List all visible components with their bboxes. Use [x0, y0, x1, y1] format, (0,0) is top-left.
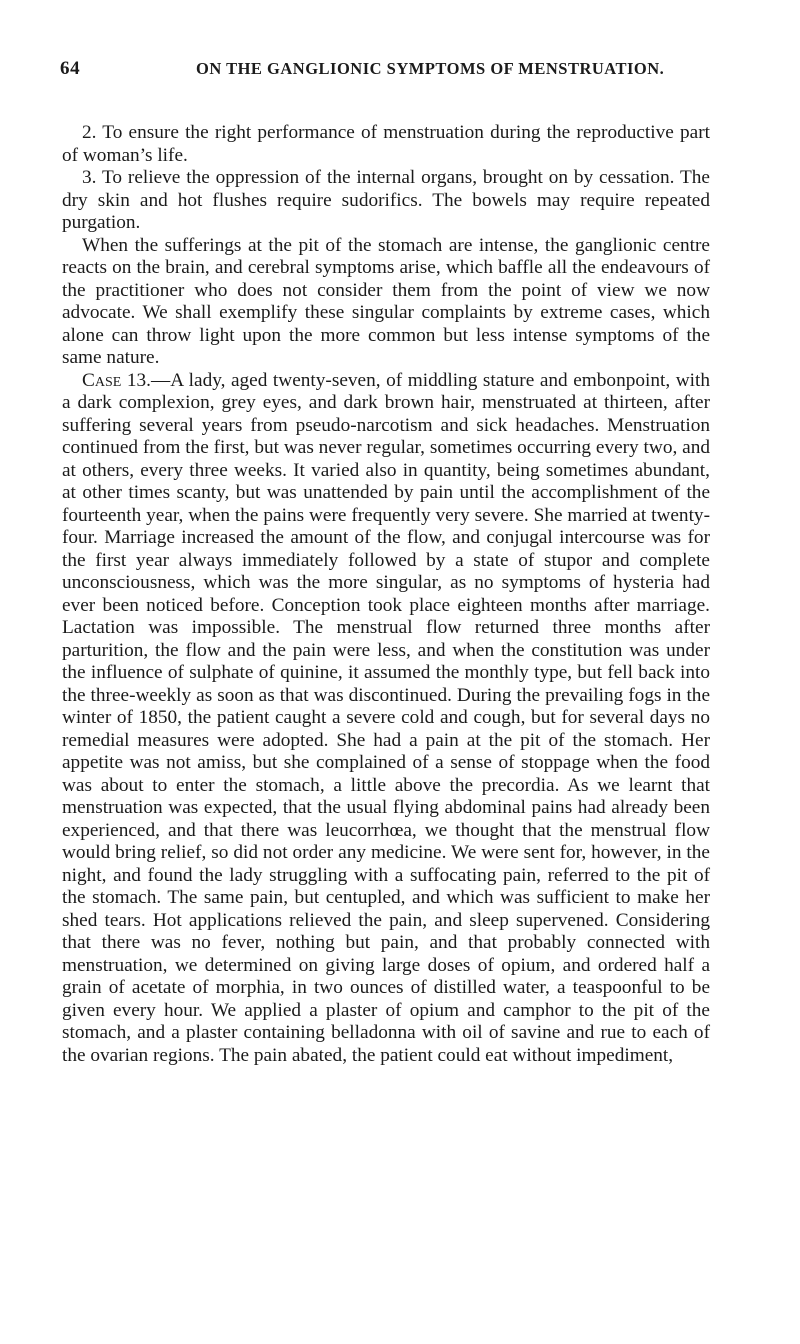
paragraph: 2. To ensure the right performance of menstruation during the reproductive part of woman’s life. — [62, 122, 710, 166]
paragraph: 3. To relieve the oppression of the internal organs, brought on by cessation. The dry skin and hot flushes require sudorifics. The bowels may require repeated purgation. — [62, 167, 710, 233]
case-text: —A lady, aged twenty-seven, of middling stature and embonpoint, with a dark complexion, grey eyes, and dark brown hair, menstruated at thirteen, after suffering several years from pseudo-narcotism and sick headaches. Menstruation continued from the first, but was never regular, sometimes occurring every two, and at others, every three weeks. It varied also in quantity, being sometimes abundant, at other times scanty, but was unattended by pain until the accomplishment of the fourteenth year, when the pains were frequently very severe. She married at twenty-four. Marriage increased the amount of the flow, and conjugal intercourse was for the first year always immediately followed by a state of stupor and complete unconsciousness, which was the more singular, as no symptoms of hysteria had ever been noticed before. Conception took place eighteen months after marriage. Lactation was impossible. The menstrual flow returned three months after parturition, the flow and the pain were less, and when the constitution was under the influence of sulphate of quinine, it assumed the monthly type, but fell back into the three-weekly as soon as that was discontinued. During the prevailing fogs in the winter of 1850, the patient caught a severe cold and cough, but for several days no remedial measures were adopted. She had a pain at the pit of the stomach. Her appetite was not amiss, but she complained of a sense of stoppage when the food was about to enter the stomach, a little above the precordia. As we learnt that menstruation was expected, that the usual flying abdominal pains had already been experienced, and that there was leucorrhœa, we thought that the menstrual flow would bring relief, so did not order any medicine. We were sent for, however, in the night, and found the lady struggling with a suffocating pain, referred to the pit of the stomach. The same pain, but centupled, and which was sufficient to make her shed tears. Hot applications relieved the pain, and sleep supervened. Considering that there was no fever, nothing but pain, and that probably connected with menstruation, we determined on giving large doses of opium, and ordered half a grain of acetate of morphia, in two ounces of distilled water, a teaspoonful to be given every hour. We applied a plaster of opium and camphor to the pit of the stomach, and a plaster containing belladonna with oil of savine and rue to each of the ovarian regions. The pain abated, the patient could eat without impediment, — [62, 369, 710, 1066]
case-paragraph — [62, 370, 710, 1068]
book-page — [62, 58, 710, 1067]
page-number: 64 — [60, 58, 81, 79]
running-head — [62, 58, 710, 84]
body-text — [62, 122, 710, 1067]
case-label: Case 13. — [82, 369, 151, 391]
running-title: ON THE GANGLIONIC SYMPTOMS OF MENSTRUATION. — [196, 59, 665, 78]
paragraph: When the sufferings at the pit of the stomach are intense, the ganglionic centre reacts on the brain, and cerebral symptoms arise, which baffle all the endeavours of the practitioner who does not consider them from the point of view we now advocate. We shall exemplify these singular complaints by extreme cases, which alone can throw light upon the more common but less intense symptoms of the same nature. — [62, 234, 710, 368]
